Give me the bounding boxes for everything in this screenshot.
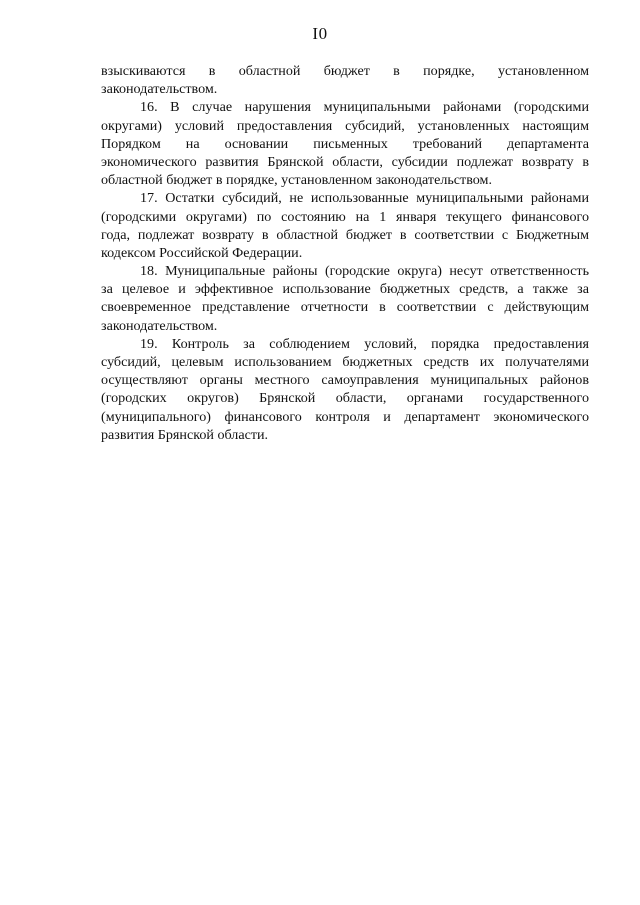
text-line: (городских округов) Брянской области, органами государственного (101, 390, 589, 407)
paragraph-item-19 (101, 335, 589, 444)
paragraph-item-16 (101, 98, 589, 189)
text-line: областной бюджет в порядке, установленном законодательством. (101, 172, 492, 189)
text-line: 18. Муниципальные районы (городские округа) несут ответственность (140, 263, 589, 280)
text-line: взыскиваются в областной бюджет в порядке, установленном (101, 63, 589, 79)
text-line: округами) условий предоставления субсидий, установленных настоящим (101, 117, 589, 134)
text-line: (городскими округами) по состоянию на 1 января текущего финансового (101, 208, 589, 225)
paragraph-continuation (101, 62, 589, 98)
text-line: развития Брянской области. (101, 426, 269, 443)
text-line: осуществляют органы местного самоуправления муниципальных районов (101, 372, 589, 389)
text-line: года, подлежат возврату в областной бюджет в соответствии с Бюджетным (101, 226, 589, 243)
text-line: 19. Контроль за соблюдением условий, порядка предоставления (140, 335, 589, 352)
text-line: своевременное представление отчетности в соответствии с действующим (101, 299, 589, 316)
text-line: за целевое и эффективное использование бюджетных средств, а также за (101, 281, 589, 298)
paragraph-item-18 (101, 262, 589, 335)
text-line: законодательством. (101, 81, 218, 98)
text-line: кодексом Российской Федерации. (101, 244, 303, 261)
page-number: I0 (312, 24, 328, 43)
document-body (101, 62, 589, 444)
text-line: субсидий, целевым использованием бюджетных средств их получателями (101, 354, 589, 370)
text-line: 17. Остатки субсидий, не использованные муниципальными районами (140, 190, 589, 207)
text-line: законодательством. (101, 317, 218, 334)
paragraph-item-17 (101, 189, 589, 262)
text-line: (муниципального) финансового контроля и департамент экономического (101, 408, 589, 425)
text-line: экономического развития Брянской области, субсидии подлежат возврату в (101, 153, 589, 170)
text-line: 16. В случае нарушения муниципальными районами (городскими (140, 99, 589, 116)
text-line: Порядком на основании письменных требований департамента (101, 135, 589, 152)
